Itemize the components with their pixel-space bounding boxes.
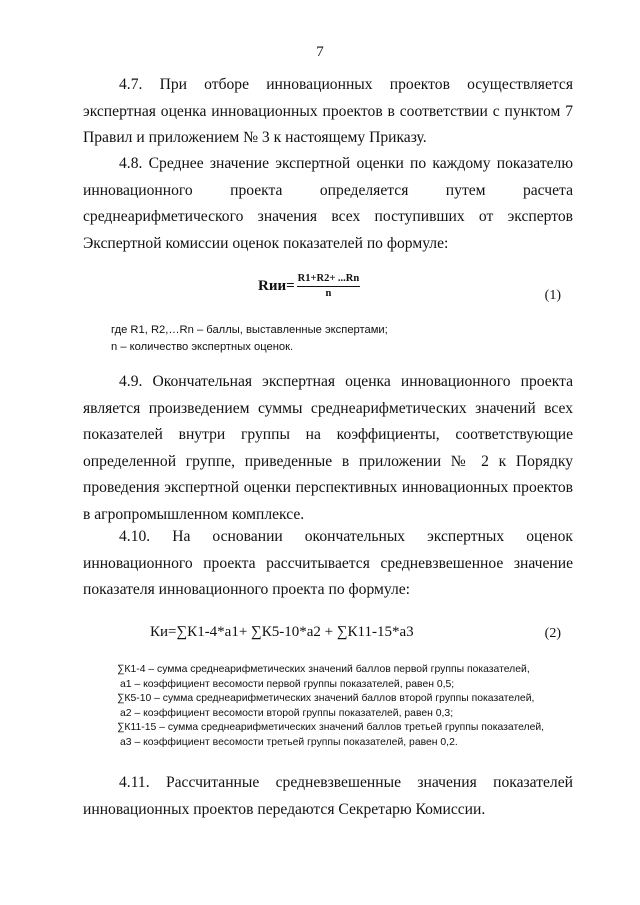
formula-1-lhs: Rии= (258, 278, 295, 294)
paragraph-4-7: 4.7. При отборе инновационных проектов осуществляется экспертная оценка инновационных проектов в соответствии с пунктом 7 Правил и приложением № 3 к настоящему Приказу. (83, 76, 573, 146)
formula-2-legend (117, 663, 576, 750)
formula-2: Ки=∑К1-4*а1+ ∑К5-10*а2 + ∑К11-15*а3 (150, 624, 414, 640)
formula-1-numerator: R1+R2+ ...Rn (297, 272, 361, 287)
legend-item-3-line-2: а3 – коэффициент весомости третьей группы показателей, равен 0,2. (120, 736, 458, 748)
legend-item-1-line-1: ∑К1-4 – сумма среднеарифметических значений баллов первой группы показателей, (117, 664, 530, 675)
formula-1-where-line-1: где R1, R2,…Rn – баллы, выставленные экспертами; (111, 324, 388, 336)
legend-item-2-line-2: а2 – коэффициент весомости второй группы показателей, равен 0,3; (120, 707, 454, 719)
legend-item-2 (117, 692, 576, 721)
paragraph-4-8: 4.8. Среднее значение экспертной оценки по каждому показателю инновационного проекта определяется путем расчета среднеарифметического значения всех поступивших от экспертов Экспертной комиссии оценок показателей по формуле: (83, 155, 573, 252)
paragraph-4-9: 4.9. Окончательная экспертная оценка инновационного проекта является произведением суммы среднеарифметических значений всех показателей внутри группы на коэффициенты, соответствующие определенной группе, приведенные в приложении № 2 к Порядку проведения экспертной оценки перспективных инновационных проектов в агропромышленном комплексе. (83, 373, 573, 523)
paragraph-4-11: 4.11. Рассчитанные средневзвешенные значения показателей инновационных проектов передаются Секретарю Комиссии. (83, 774, 573, 818)
formula-1 (258, 272, 360, 301)
formula-1-number: (1) (544, 288, 561, 303)
legend-item-1 (117, 663, 576, 692)
formula-1-fraction (297, 272, 361, 301)
legend-item-1-line-2: а1 – коэффициент весомости первой группы показателей, равен 0,5; (120, 678, 455, 690)
formula-1-where-line-2: n – количество экспертных оценок. (111, 341, 294, 353)
formula-2-number: (2) (544, 626, 561, 641)
paragraph-4-10: 4.10. На основании окончательных экспертных оценок инновационного проекта рассчитывается средневзвешенное значение показателя инновационного проекта по формуле: (83, 528, 573, 598)
legend-item-3-line-1: ∑К11-15 – сумма среднеарифметических значений баллов третьей группы показателей, (117, 722, 545, 733)
page-number: 7 (316, 44, 324, 60)
formula-1-denominator: n (325, 288, 332, 299)
legend-item-3 (117, 721, 576, 750)
legend-item-2-line-1: ∑К5-10 – сумма среднеарифметических значений баллов второй группы показателей, (117, 693, 535, 704)
